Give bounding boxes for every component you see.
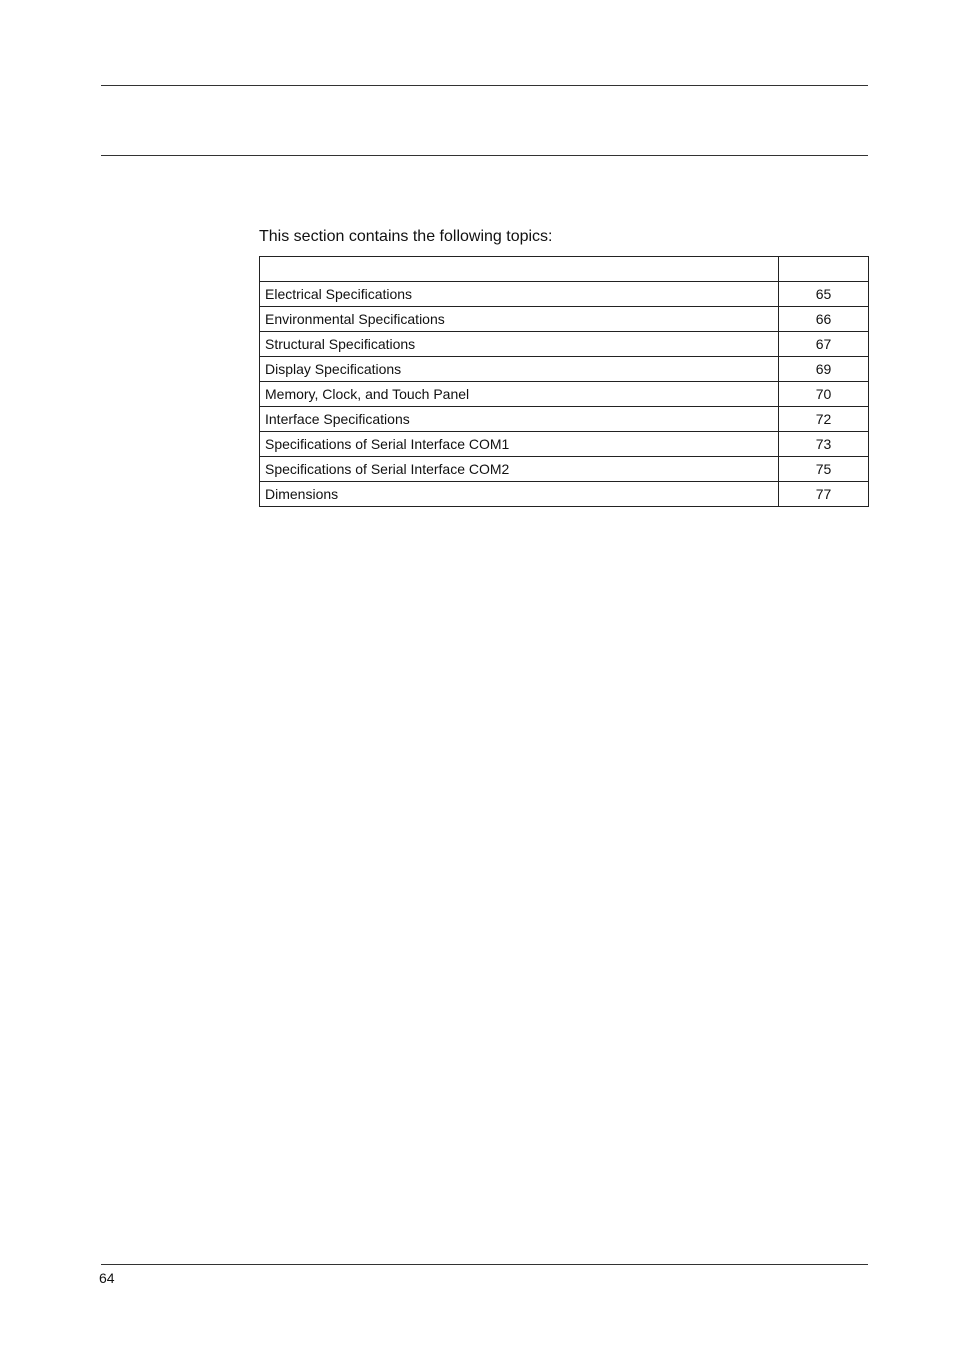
table-row (260, 407, 869, 432)
topic-cell: Memory, Clock, and Touch Panel (260, 382, 779, 407)
header-rule-top (101, 85, 868, 86)
table-row (260, 382, 869, 407)
page-cell: 67 (779, 332, 869, 357)
page-cell: 69 (779, 357, 869, 382)
table-row (260, 282, 869, 307)
page-cell: 72 (779, 407, 869, 432)
page-cell: 66 (779, 307, 869, 332)
page-number: 64 (99, 1270, 115, 1286)
topic-cell: Interface Specifications (260, 407, 779, 432)
topic-cell: Environmental Specifications (260, 307, 779, 332)
page-cell: 77 (779, 482, 869, 507)
page-column-header (779, 257, 869, 282)
table-row (260, 457, 869, 482)
table-row (260, 307, 869, 332)
page-cell: 65 (779, 282, 869, 307)
topic-cell: Specifications of Serial Interface COM1 (260, 432, 779, 457)
page-cell: 70 (779, 382, 869, 407)
footer-rule (101, 1264, 868, 1265)
header-rule-bottom (101, 155, 868, 156)
table-row (260, 432, 869, 457)
topic-cell: Structural Specifications (260, 332, 779, 357)
topic-cell: Specifications of Serial Interface COM2 (260, 457, 779, 482)
table-row (260, 332, 869, 357)
page-cell: 75 (779, 457, 869, 482)
page-cell: 73 (779, 432, 869, 457)
topic-cell: Electrical Specifications (260, 282, 779, 307)
table-header-row (260, 257, 869, 282)
topics-table (259, 256, 869, 507)
section-intro-text: This section contains the following topics: (259, 228, 553, 245)
topic-cell: Display Specifications (260, 357, 779, 382)
table-row (260, 357, 869, 382)
topic-column-header (260, 257, 779, 282)
topic-cell: Dimensions (260, 482, 779, 507)
table-row (260, 482, 869, 507)
